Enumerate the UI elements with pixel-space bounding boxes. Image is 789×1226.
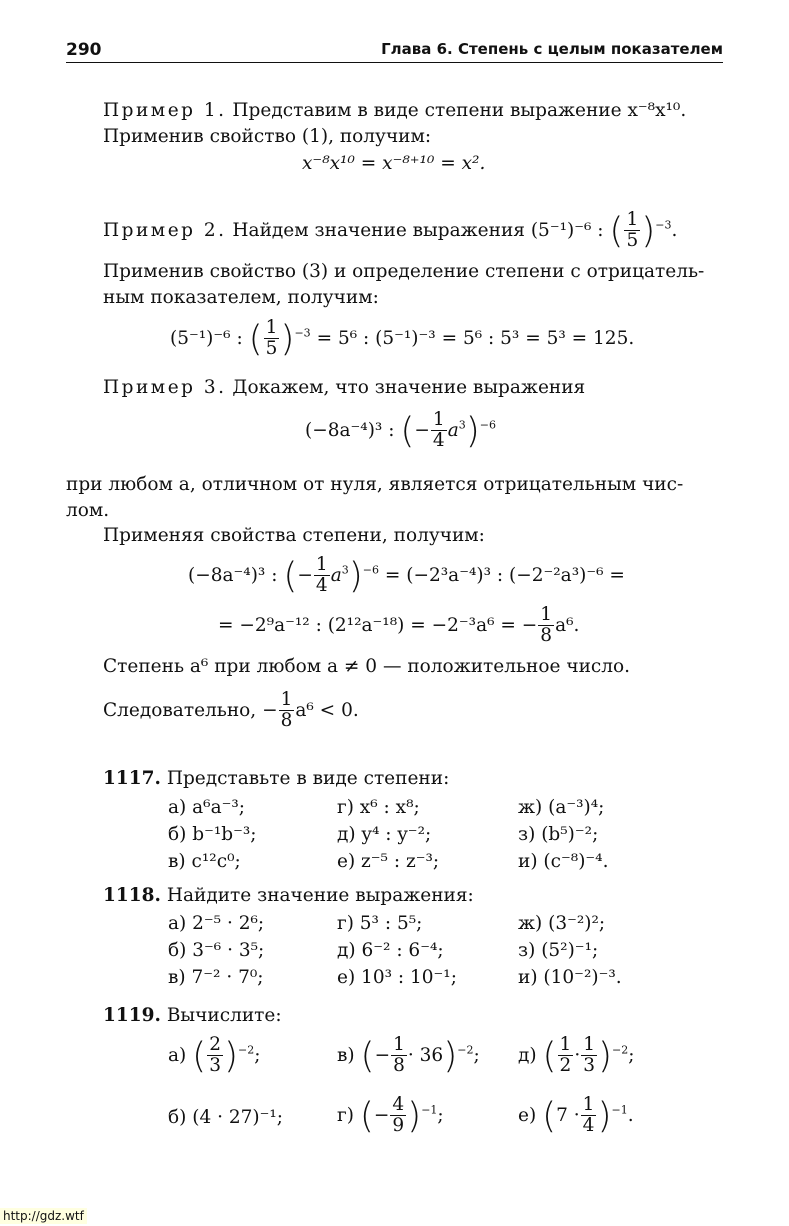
exercise-item-g: г) (− $\frac{4}{9}$ )$^{-1}$; <box>337 1094 444 1137</box>
exercise-item: а) a⁶a⁻³; <box>168 797 246 818</box>
example2-line1: Пример 2. Найдем значение выражения (5⁻¹)⁻⁶ : ( $\frac{1}{5}$ )$^{-3}$. <box>103 209 678 252</box>
example3-line1: Пример 3. Докажем, что значение выражения <box>103 377 586 398</box>
exercise-item: г) 5³ : 5⁵; <box>337 913 423 934</box>
exercise-1119-title: 1119. Вычислите: <box>103 1005 282 1026</box>
example1-line2: Применив свойство (1), получим: <box>103 126 432 147</box>
example1-formula: x⁻⁸x¹⁰ = x⁻⁸⁺¹⁰ = x². <box>302 153 486 174</box>
exercise-item-d: д) ( $\frac{1}{2}$ · $\frac{1}{3}$ )$^{-2}$; <box>518 1034 635 1077</box>
exercise-item: з) (5²)⁻¹; <box>518 940 599 961</box>
exercise-item-a: а) ( $\frac{2}{3}$ )$^{-2}$; <box>168 1034 261 1077</box>
example2-line3: ным показателем, получим: <box>103 287 379 308</box>
exercise-item: б) 3⁻⁶ · 3⁵; <box>168 940 265 961</box>
example3-line5: Степень a⁶ при любом a ≠ 0 — положительное число. <box>103 656 631 677</box>
exercise-item: ж) (3⁻²)²; <box>518 913 606 934</box>
header-rule <box>66 62 723 63</box>
exercise-item: д) y⁴ : y⁻²; <box>337 824 432 845</box>
exercise-item: и) (10⁻²)⁻³. <box>518 967 622 988</box>
example3-line2: при любом a, отличном от нуля, является отрицательным чис- <box>66 474 684 495</box>
exercise-item: в) 7⁻² · 7⁰; <box>168 967 264 988</box>
example3-expression: (−8a⁻⁴)³ : (− $\frac{1}{4}$ $a^3)^{-6}$ <box>305 409 496 452</box>
exercise-item: з) (b⁵)⁻²; <box>518 824 599 845</box>
exercise-item: е) 10³ : 10⁻¹; <box>337 967 457 988</box>
exercise-1117-title: 1117. Представьте в виде степени: <box>103 768 450 789</box>
exercise-item-v: в) (− $\frac{1}{8}$ · 36)$^{-2}$; <box>337 1034 480 1077</box>
exercise-item: д) 6⁻² : 6⁻⁴; <box>337 940 444 961</box>
watermark-url[interactable]: http://gdz.wtf <box>0 1208 87 1224</box>
exercise-item: е) z⁻⁵ : z⁻³; <box>337 851 440 872</box>
exercise-1118-title: 1118. Найдите значение выражения: <box>103 885 474 906</box>
exercise-item: ж) (a⁻³)⁴; <box>518 797 605 818</box>
example3-line4: Применяя свойства степени, получим: <box>103 525 485 546</box>
exercise-item: и) (c⁻⁸)⁻⁴. <box>518 851 609 872</box>
exercise-item: в) c¹²c⁰; <box>168 851 241 872</box>
page-number: 290 <box>66 40 102 60</box>
exercise-item-e: е) (7 · $\frac{1}{4}$ )$^{-1}$. <box>518 1094 634 1137</box>
example3-formula2: = −2⁹a⁻¹² : (2¹²a⁻¹⁸) = −2⁻³a⁶ = − $\frac{1}{8}$ a⁶. <box>218 604 580 647</box>
example1-line1: Пример 1. Представим в виде степени выражение x⁻⁸x¹⁰. <box>103 100 687 121</box>
example3-line6: Следовательно, − $\frac{1}{8}$ a⁶ < 0. <box>103 689 359 732</box>
exercise-item: г) x⁶ : x⁸; <box>337 797 420 818</box>
example2-line2: Применив свойство (3) и определение степени с отрицатель- <box>103 261 705 282</box>
example3-line3: лом. <box>66 500 110 521</box>
chapter-title: Глава 6. Степень с целым показателем <box>381 40 723 58</box>
exercise-item: а) 2⁻⁵ · 2⁶; <box>168 913 265 934</box>
example2-formula: (5⁻¹)⁻⁶ : ( $\frac{1}{5}$ )$^{-3}$ = 5⁶ : (5⁻¹)⁻³ = 5⁶ : 5³ = 5³ = 125. <box>170 317 635 360</box>
exercise-item: б) b⁻¹b⁻³; <box>168 824 257 845</box>
exercise-item-b: б) (4 · 27)⁻¹; <box>168 1107 284 1128</box>
example3-formula1: (−8a⁻⁴)³ : (− $\frac{1}{4}$ $a^3)^{-6} = (-2^3a^{-4})^3$ : (−2⁻²a³)⁻⁶ = <box>188 554 625 597</box>
